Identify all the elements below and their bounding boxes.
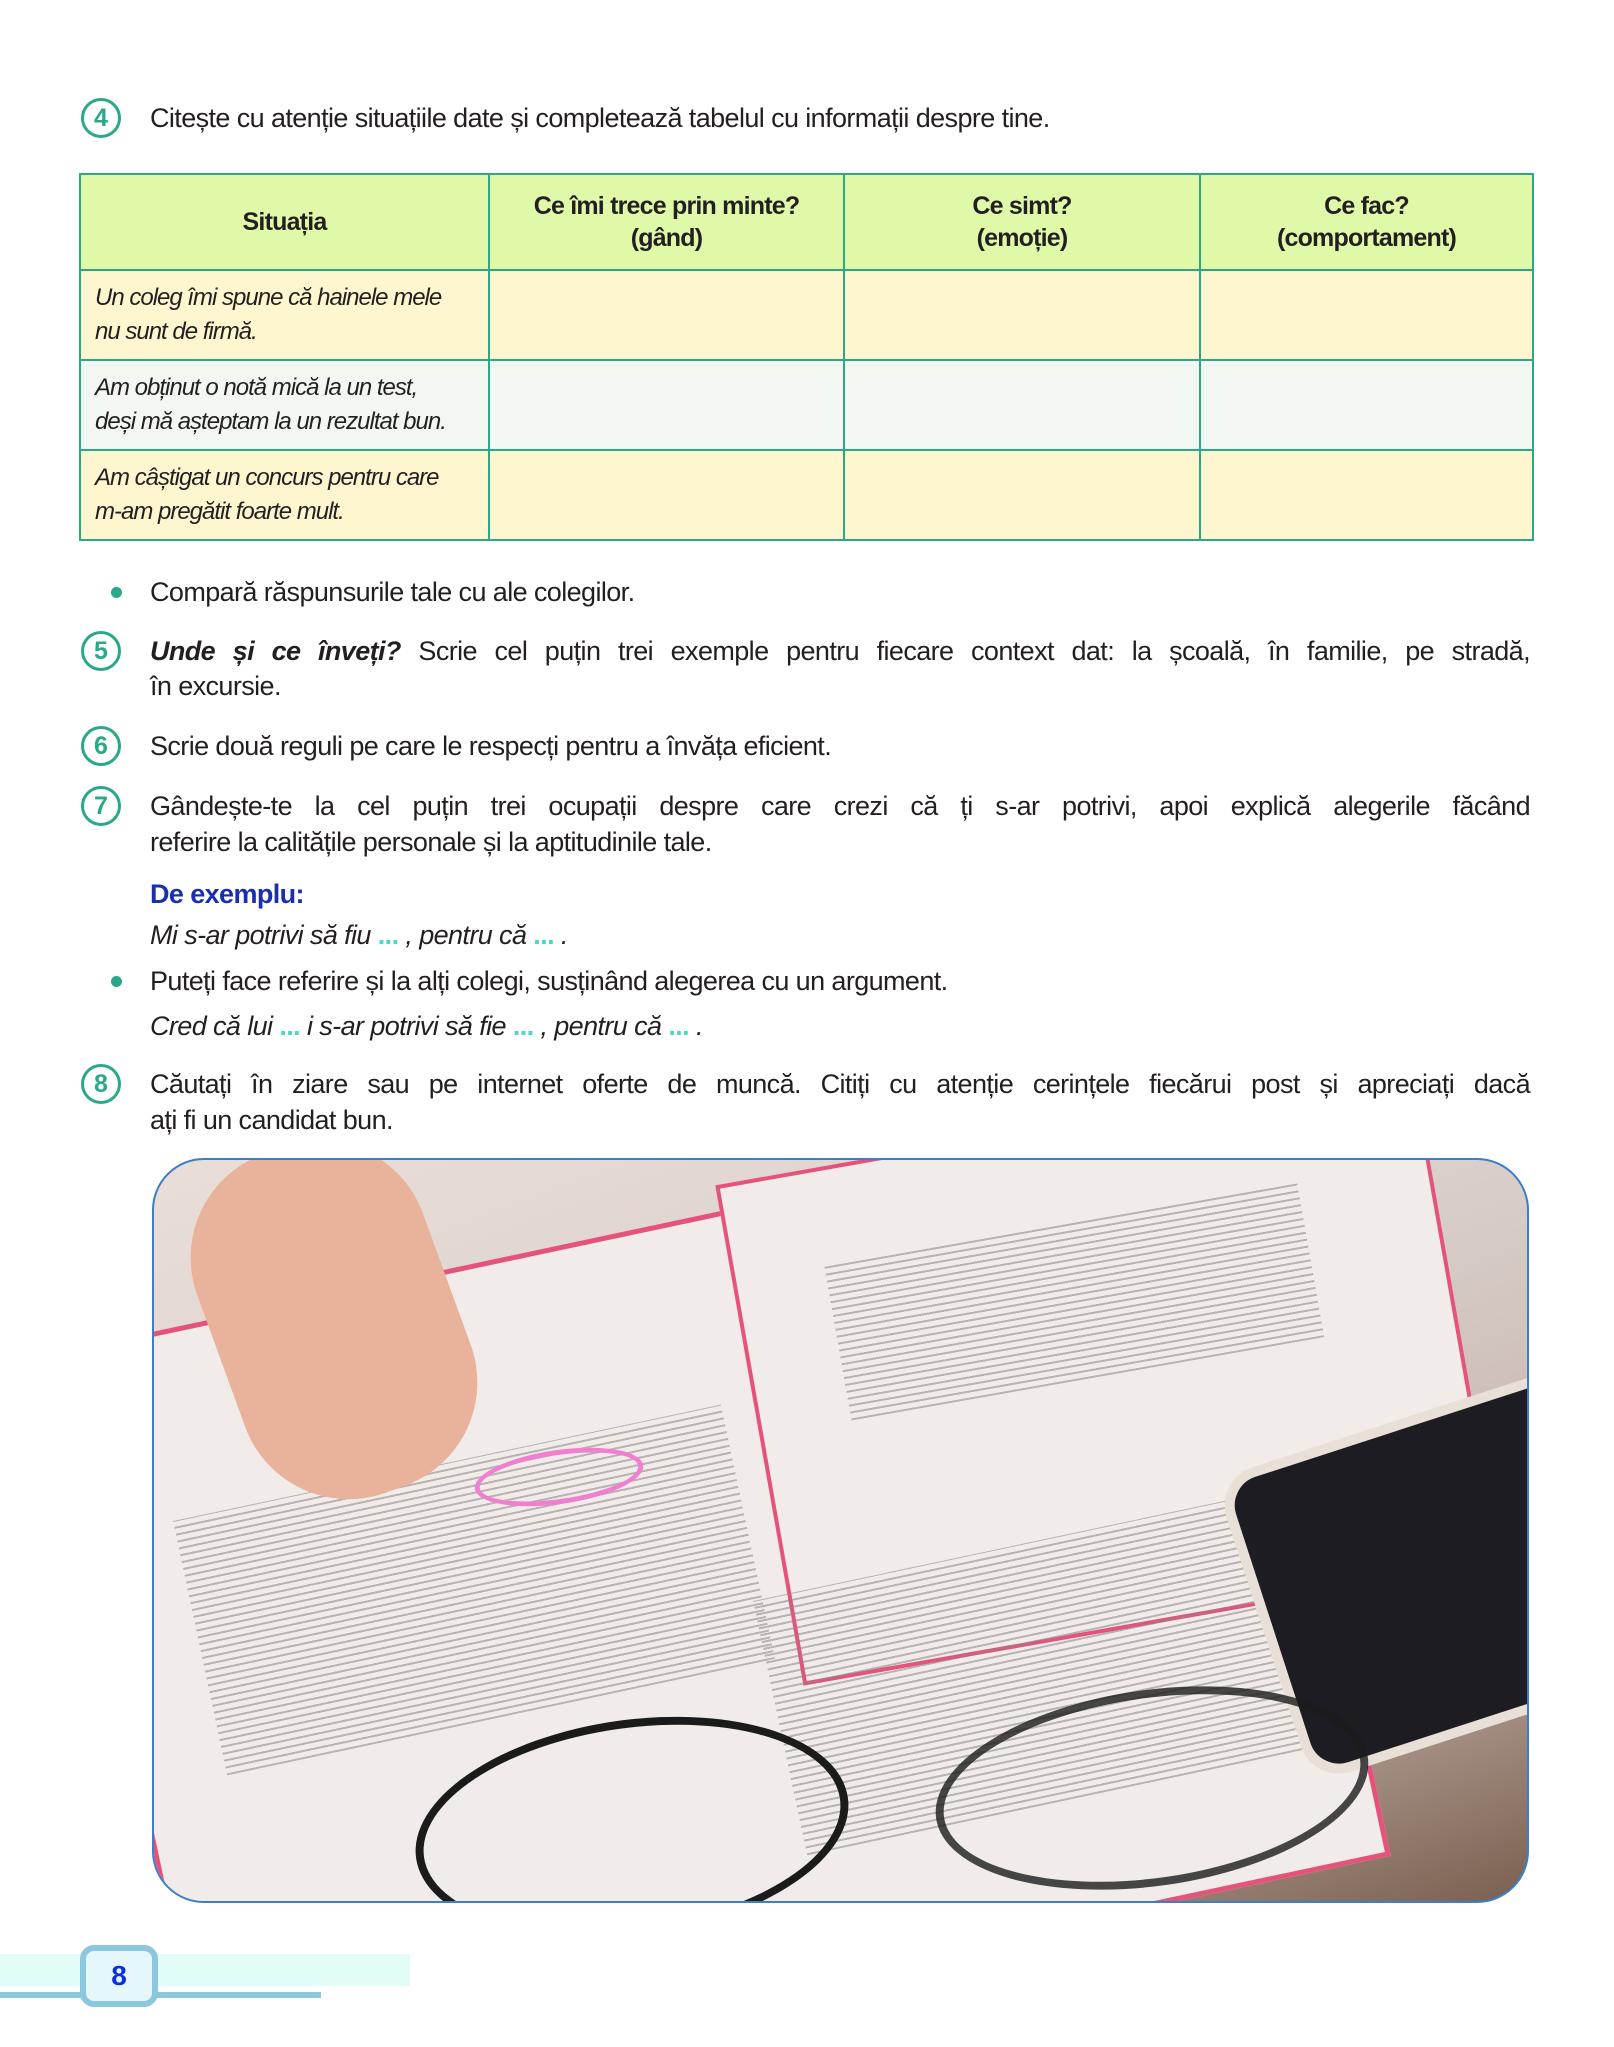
header-situatia: Situația xyxy=(80,174,489,270)
exercise-7-line2: referire la calitățile personale și la aptitudinile tale. xyxy=(150,827,712,857)
situation-cell: Un coleg îmi spune că hainele mele nu sunt de firmă. xyxy=(80,270,489,360)
exercise-7-bullet: Puteți face referire și la alți colegi, susținând alegerea cu un argument. xyxy=(150,966,948,996)
answer-cell[interactable] xyxy=(1200,360,1533,450)
exercise-number-4: 4 xyxy=(81,98,121,138)
situation-cell: Am câștigat un concurs pentru care m-am pregătit foarte mult. xyxy=(80,450,489,540)
newspaper-job-ads-photo xyxy=(152,1158,1529,1903)
exercise-6-text: Scrie două reguli pe care le respecți pentru a învăța eficient. xyxy=(150,731,832,761)
exercise-number-7: 7 xyxy=(81,786,121,826)
exercise-number-6: 6 xyxy=(81,726,121,766)
situations-table xyxy=(79,173,1534,541)
example-label: De exemplu: xyxy=(150,879,304,909)
exercise-8-line2: ați fi un candidat bun. xyxy=(150,1105,393,1135)
table-header-row xyxy=(80,174,1533,270)
answer-cell[interactable] xyxy=(489,270,844,360)
exercise-4-text: Citește cu atenție situațiile date și completează tabelul cu informații despre tine. xyxy=(150,103,1050,133)
exercise-5-line1 xyxy=(150,634,1530,668)
answer-cell[interactable] xyxy=(489,450,844,540)
table-row xyxy=(80,270,1533,360)
exercise-number-8: 8 xyxy=(81,1064,121,1104)
bullet-icon xyxy=(111,976,122,987)
footer-line xyxy=(0,1992,321,1998)
exercise-8-line1: Căutați în ziare sau pe internet oferte de muncă. Citiți cu atenție cerințele fiecărui post și apreciați dacă xyxy=(150,1069,1530,1099)
answer-cell[interactable] xyxy=(844,360,1200,450)
table-row xyxy=(80,360,1533,450)
example-sentence: Mi s-ar potrivi să fiu ... , pentru că ... . xyxy=(150,920,568,950)
header-emotie: Ce simt? (emoție) xyxy=(844,174,1200,270)
bullet-icon xyxy=(111,587,122,598)
answer-cell[interactable] xyxy=(844,270,1200,360)
header-gand: Ce îmi trece prin minte? (gând) xyxy=(489,174,844,270)
exercise-5-text: Scrie cel puțin trei exemple pentru fiecare context dat: la școală, în familie, pe stradă, xyxy=(400,636,1530,666)
example-sentence-2: Cred că lui ... i s-ar potrivi să fie ... , pentru că ... . xyxy=(150,1011,703,1041)
exercise-4-bullet: Compară răspunsurile tale cu ale colegilor. xyxy=(150,577,635,607)
exercise-number-5: 5 xyxy=(81,631,121,671)
page-number: 8 xyxy=(80,1945,158,2007)
table-row xyxy=(80,450,1533,540)
answer-cell[interactable] xyxy=(1200,270,1533,360)
exercise-5-question: Unde și ce înveți? xyxy=(150,636,401,666)
answer-cell[interactable] xyxy=(489,360,844,450)
footer-band xyxy=(0,1954,410,1986)
answer-cell[interactable] xyxy=(1200,450,1533,540)
exercise-7-line1: Gândește-te la cel puțin trei ocupații despre care crezi că ți s-ar potrivi, apoi explică alegerile făcând xyxy=(150,791,1530,821)
header-comportament: Ce fac? (comportament) xyxy=(1200,174,1533,270)
exercise-5-line2: în excursie. xyxy=(150,671,281,701)
situation-cell: Am obținut o notă mică la un test, deși mă așteptam la un rezultat bun. xyxy=(80,360,489,450)
answer-cell[interactable] xyxy=(844,450,1200,540)
